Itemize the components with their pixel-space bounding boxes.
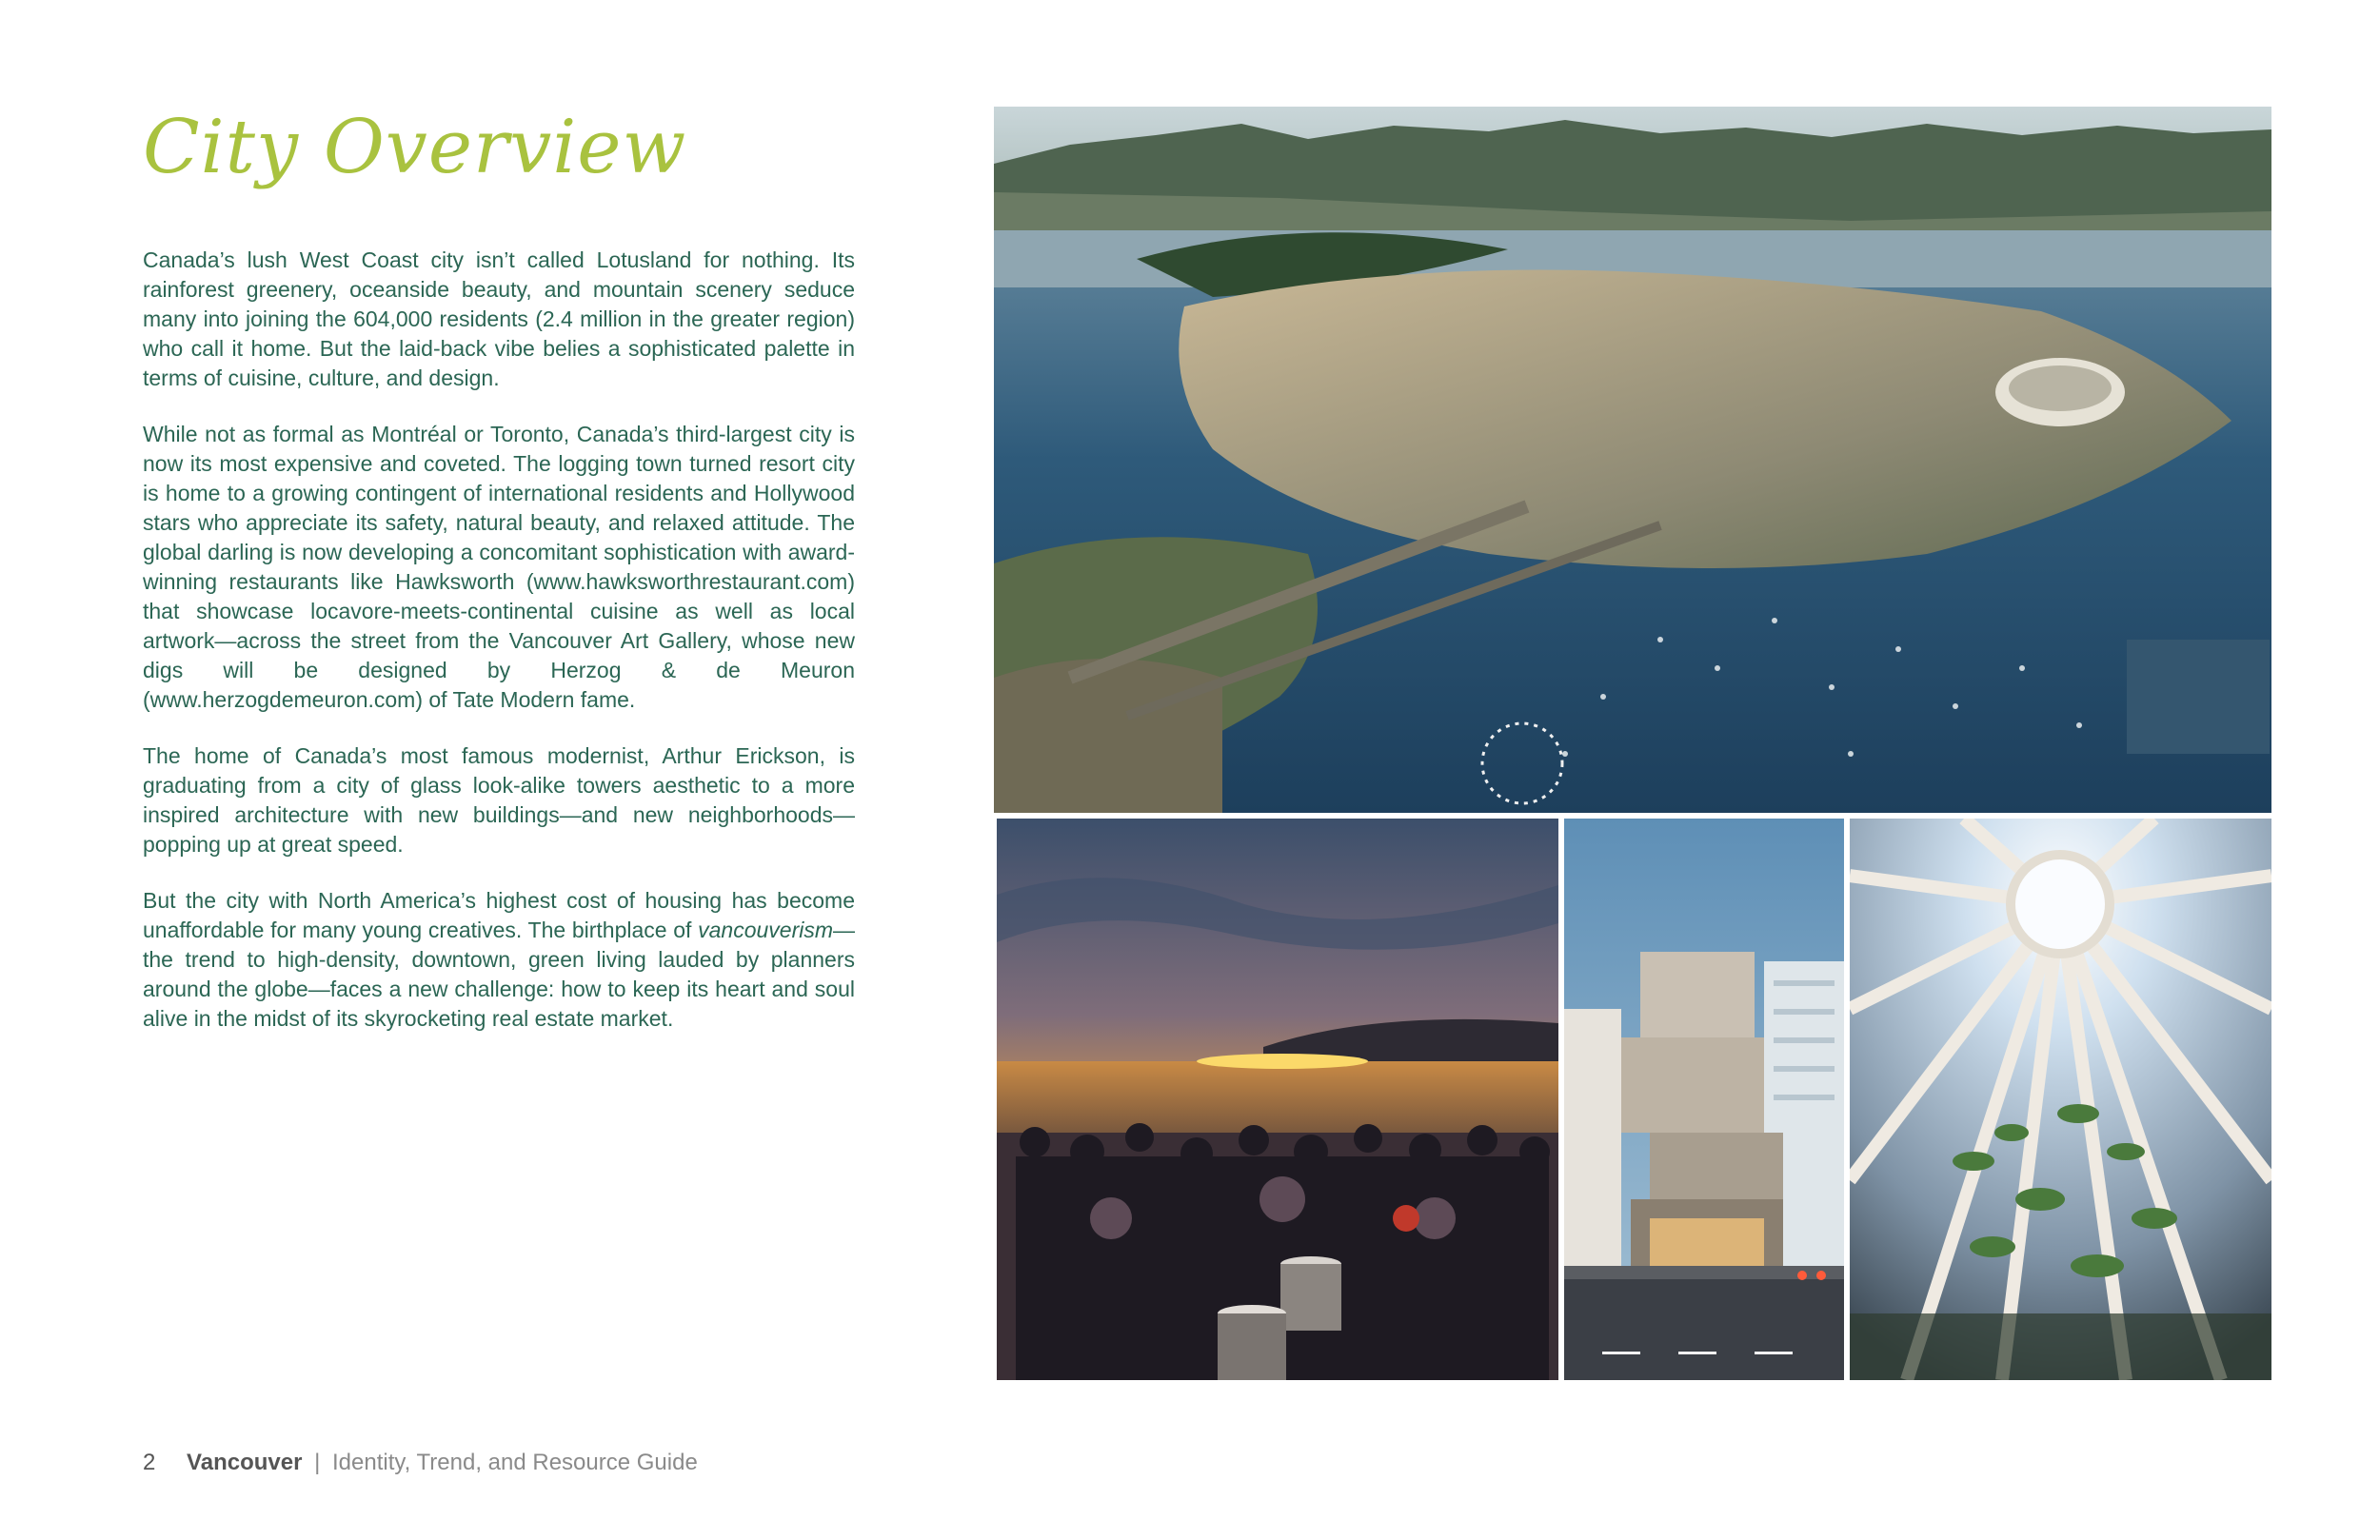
article-body: [143, 246, 855, 1060]
beach-sunset-photo: [997, 819, 1558, 1380]
paragraph-3: The home of Canada’s most famous modernist, Arthur Erickson, is graduating from a city of glass look-alike towers aesthetic to a more inspired architecture with new buildings—and new neighborhoods—popping up at great speed.: [143, 743, 855, 857]
paragraph-4-start: But the city with North America’s highest cost of housing has become unaffordable for many young creatives. The birthplace of: [143, 888, 855, 942]
paragraph-4-end: —the trend to high-density, downtown, green living lauded by planners around the globe—faces a new challenge: how to keep its heart and soul alive in the midst of its skyrocketing real estate market.: [143, 918, 855, 1031]
page-number: 2: [143, 1450, 156, 1475]
footer-separator: |: [314, 1450, 321, 1475]
footer-guide-title: Identity, Trend, and Resource Guide: [332, 1450, 698, 1475]
paragraph-4: [143, 886, 855, 1034]
footer-city: Vancouver: [187, 1450, 303, 1475]
paragraph-2: While not as formal as Montréal or Toronto, Canada’s third-largest city is now its most expensive and coveted. The logging town turned resort city is home to a growing contingent of international residents and Hollywood stars who appreciate its safety, natural beauty, and relaxed attitude. The global darling is now developing a concomitant sophistication with award-winning restaurants like Hawksworth (www.hawksworthrestaurant.com) that showcase locavore-meets-continental cuisine as well as local artwork—across the street from the Vancouver Art Gallery, whose new digs will be designed by Herzog & de Meuron (www.herzogdemeuron.com) of Tate Modern fame.: [143, 422, 855, 712]
dome-interior-photo: [1850, 819, 2271, 1380]
paragraph-1: Canada’s lush West Coast city isn’t called Lotusland for nothing. Its rainforest greenery, oceanside beauty, and mountain scenery seduce many into joining the 604,000 residents (2.4 million in the greater region) who call it home. But the laid-back vibe belies a sophisticated palette in terms of cuisine, culture, and design.: [143, 247, 855, 390]
page-footer: [143, 1449, 698, 1477]
paragraph-4-emphasis: vancouverism: [698, 918, 833, 942]
museum-building-photo: [1564, 819, 1844, 1380]
aerial-city-photo: [994, 107, 2271, 813]
page-title: City Overview: [143, 105, 687, 190]
